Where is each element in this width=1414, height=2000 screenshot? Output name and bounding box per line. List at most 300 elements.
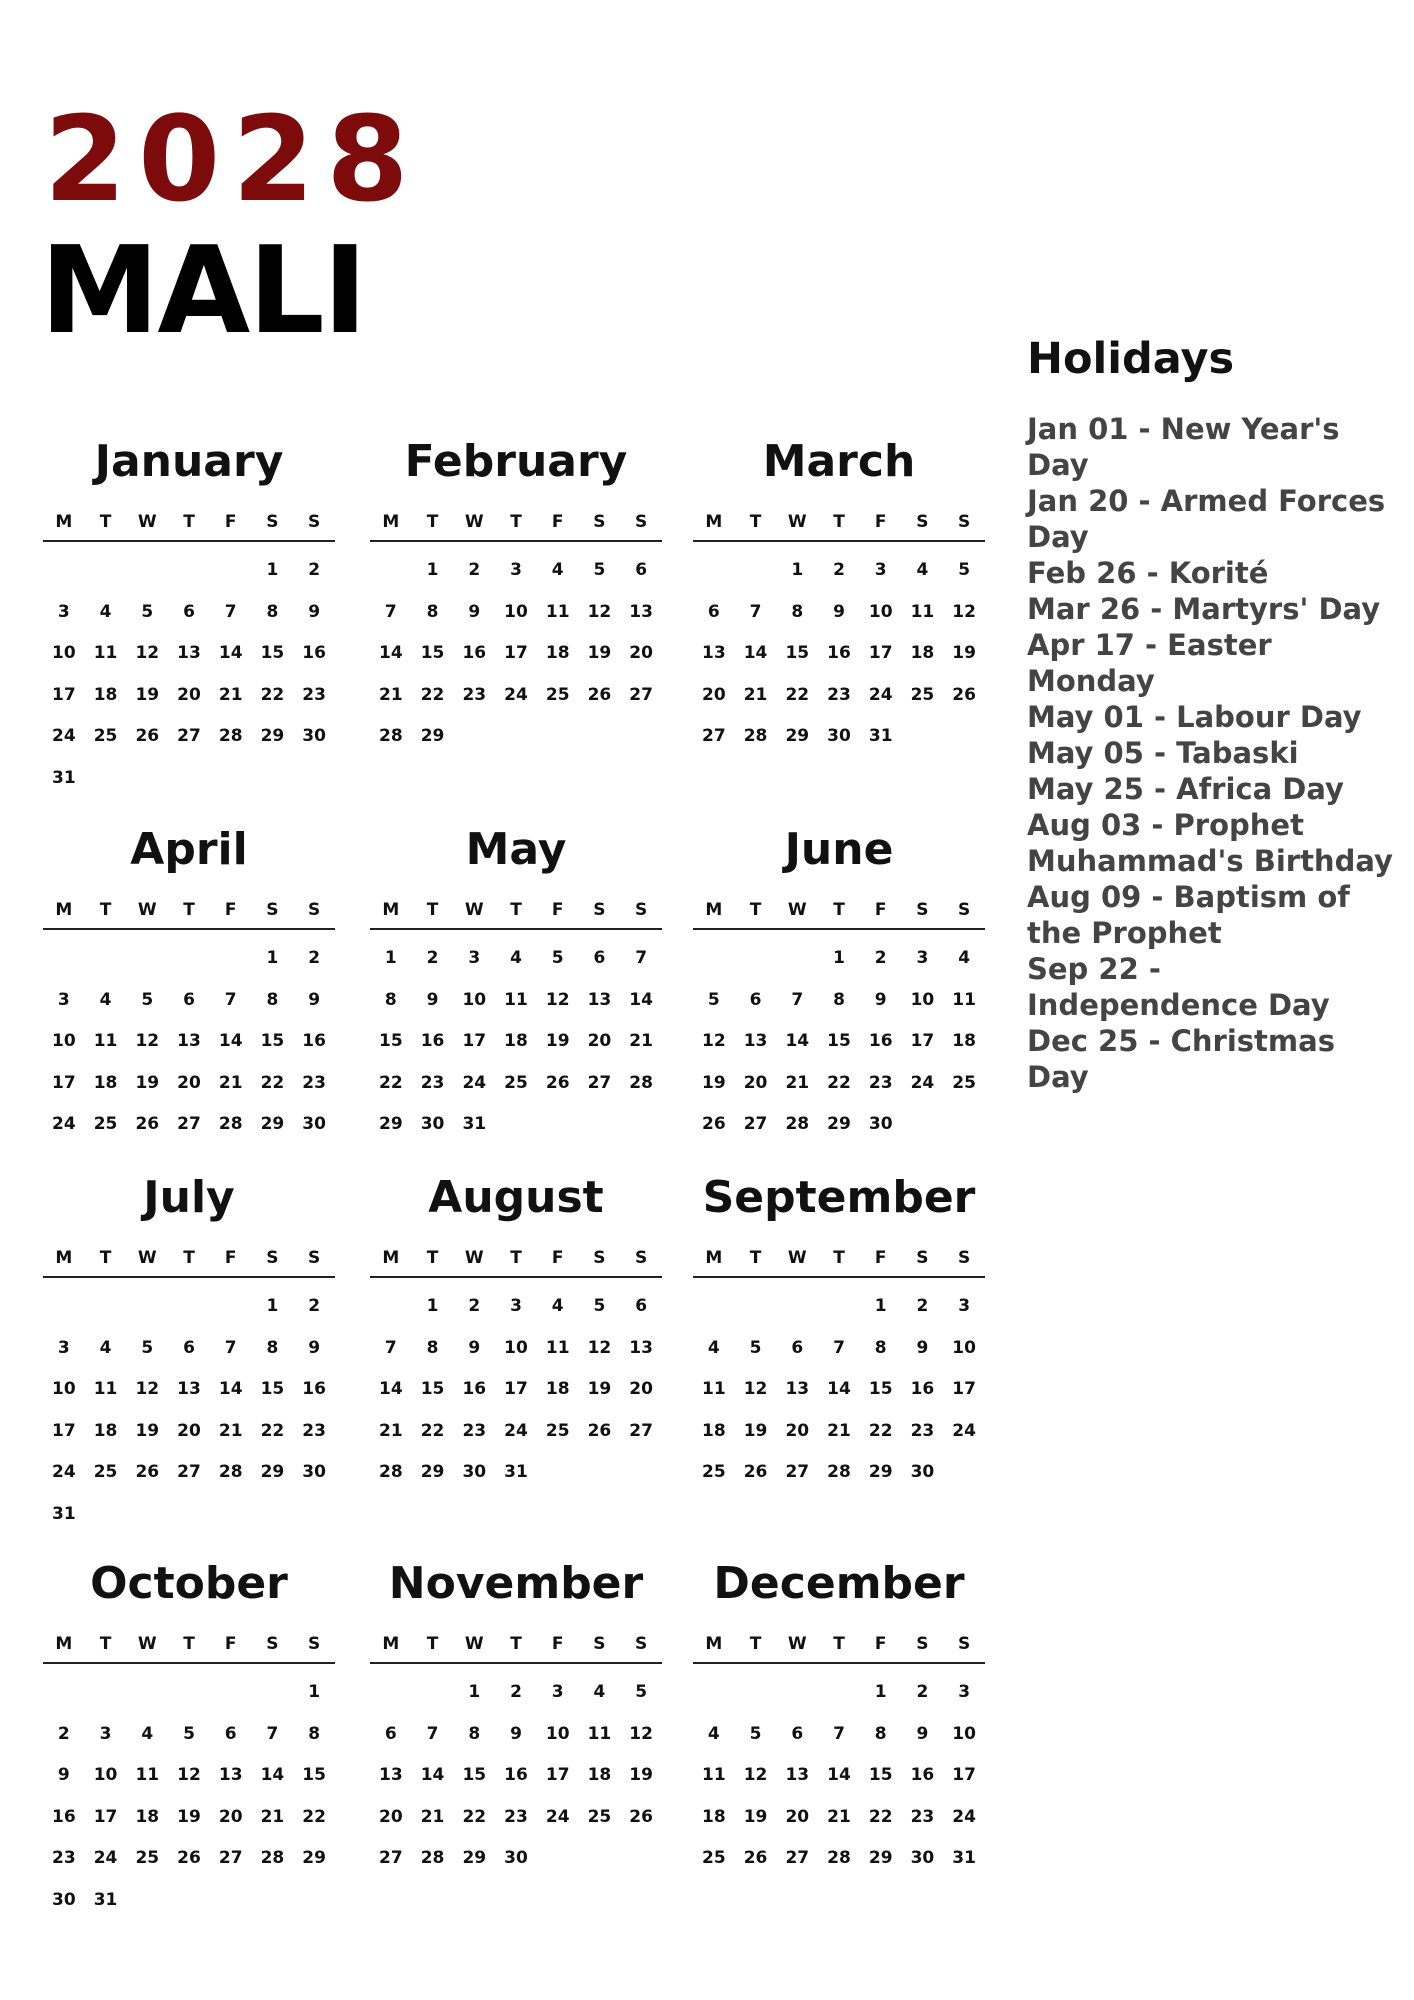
weekday-label: T: [749, 1248, 762, 1268]
day-cell: 9: [308, 989, 321, 1010]
empty-cell: [126, 1672, 168, 1714]
day-cell: 11: [93, 1031, 118, 1051]
month-september: [693, 1166, 985, 1494]
day-cell: 20: [702, 684, 726, 705]
weekday-label: F: [224, 1634, 237, 1654]
day-cell: 24: [504, 1420, 528, 1441]
day-cell: 28: [827, 1462, 851, 1482]
day-cell: 27: [587, 1072, 612, 1093]
day-cell: 27: [785, 1462, 810, 1482]
day-cell: 7: [833, 1337, 845, 1358]
day-cell: 17: [910, 1031, 935, 1051]
day-cell: 27: [629, 684, 653, 705]
day-cell: 19: [587, 643, 612, 663]
day-cell: 20: [785, 1806, 810, 1827]
holiday-item: Feb 26 - Korité: [1027, 556, 1269, 590]
month-august: [370, 1166, 662, 1494]
day-cell: 3: [57, 989, 70, 1010]
day-cell: 1: [426, 560, 439, 580]
day-cell: 12: [702, 1031, 726, 1051]
day-cell: 2: [916, 1296, 929, 1316]
empty-cell: [168, 938, 210, 980]
day-cell: 25: [135, 1848, 160, 1868]
weekday-label: M: [705, 900, 723, 920]
weekday-header: [43, 1248, 335, 1278]
month-october: [43, 1552, 335, 1921]
day-cell: 13: [177, 1379, 201, 1399]
day-cell: 28: [827, 1848, 851, 1868]
day-cell: 25: [504, 1072, 528, 1093]
day-cell: 20: [177, 684, 201, 705]
day-cell: 2: [308, 948, 321, 968]
day-cell: 4: [958, 948, 971, 968]
day-cell: 4: [99, 601, 112, 622]
day-cell: 18: [702, 1806, 726, 1827]
day-cell: 14: [827, 1379, 851, 1399]
weekday-label: W: [787, 1248, 807, 1268]
day-cell: 5: [958, 560, 971, 580]
empty-cell: [818, 1672, 860, 1714]
day-cell: 19: [587, 1379, 612, 1399]
day-cell: 9: [426, 989, 439, 1010]
day-cell: 29: [785, 726, 810, 746]
weekday-label: T: [749, 1634, 762, 1654]
day-cell: 22: [785, 684, 810, 705]
day-cell: 23: [462, 1420, 487, 1441]
empty-cell: [168, 550, 210, 592]
month-february: [370, 430, 662, 758]
weekday-label: T: [510, 1634, 522, 1654]
day-cell: 7: [791, 989, 804, 1010]
empty-cell: [126, 1286, 168, 1328]
weekday-label: T: [749, 512, 762, 532]
day-cell: 6: [635, 1296, 648, 1316]
day-cell: 23: [302, 1072, 326, 1093]
day-cell: 20: [629, 1379, 653, 1399]
day-cell: 19: [135, 1072, 160, 1093]
day-cell: 9: [916, 1723, 929, 1744]
day-cell: 2: [426, 948, 439, 968]
weekday-label: M: [705, 1248, 723, 1268]
day-cell: 11: [910, 601, 935, 622]
day-cell: 17: [868, 643, 893, 663]
day-cell: 29: [260, 726, 285, 746]
day-cell: 18: [545, 643, 570, 663]
day-cell: 2: [510, 1682, 522, 1702]
empty-cell: [210, 1672, 252, 1714]
day-cell: 6: [384, 1723, 397, 1744]
empty-cell: [210, 550, 252, 592]
day-cell: 27: [177, 1114, 201, 1134]
weekday-label: F: [874, 1634, 887, 1654]
day-cell: 21: [827, 1420, 851, 1441]
day-cell: 9: [468, 1337, 481, 1358]
day-cell: 16: [420, 1031, 445, 1051]
day-cell: 27: [785, 1848, 810, 1868]
day-cell: 16: [868, 1031, 893, 1051]
day-grid: [43, 550, 335, 799]
day-cell: 3: [958, 1682, 971, 1702]
holidays-list: [1027, 411, 1397, 1095]
day-cell: 1: [468, 1682, 481, 1702]
day-cell: 26: [702, 1114, 726, 1134]
day-cell: 22: [260, 1420, 285, 1441]
day-cell: 2: [468, 560, 481, 580]
day-cell: 7: [224, 989, 237, 1010]
weekday-label: T: [510, 512, 522, 532]
empty-cell: [735, 550, 777, 592]
day-cell: 8: [833, 989, 845, 1010]
day-cell: 16: [462, 1379, 487, 1399]
weekday-label: T: [749, 900, 762, 920]
day-cell: 31: [504, 1462, 528, 1482]
empty-cell: [370, 1286, 412, 1328]
day-cell: 16: [302, 1031, 326, 1051]
day-cell: 5: [593, 1296, 606, 1316]
day-cell: 9: [468, 601, 481, 622]
day-cell: 6: [791, 1723, 804, 1744]
day-cell: 17: [462, 1031, 487, 1051]
day-cell: 13: [629, 1337, 653, 1358]
day-cell: 18: [910, 643, 935, 663]
weekday-label: F: [224, 900, 237, 920]
day-cell: 6: [707, 601, 720, 622]
holiday-item: Dec 25 - Christmas Day: [1027, 1024, 1335, 1094]
day-cell: 3: [510, 560, 522, 580]
weekday-label: S: [308, 512, 321, 532]
day-cell: 11: [702, 1379, 726, 1399]
day-cell: 6: [224, 1723, 237, 1744]
day-cell: 16: [302, 1379, 326, 1399]
day-cell: 12: [135, 1031, 160, 1051]
day-cell: 19: [177, 1806, 201, 1827]
day-cell: 7: [635, 948, 648, 968]
day-cell: 16: [504, 1765, 528, 1785]
day-cell: 26: [952, 684, 976, 705]
day-cell: 5: [141, 989, 154, 1010]
day-cell: 22: [260, 684, 285, 705]
day-cell: 3: [551, 1682, 564, 1702]
day-cell: 22: [302, 1806, 326, 1827]
empty-cell: [126, 938, 168, 980]
day-cell: 23: [910, 1420, 935, 1441]
day-cell: 20: [177, 1072, 201, 1093]
weekday-label: T: [99, 900, 112, 920]
month-name: May: [465, 824, 567, 875]
day-cell: 18: [93, 1072, 118, 1093]
day-cell: 5: [183, 1723, 195, 1744]
day-cell: 1: [308, 1682, 321, 1702]
day-cell: 27: [177, 1462, 201, 1482]
empty-cell: [85, 1286, 127, 1328]
day-cell: 5: [141, 601, 154, 622]
day-cell: 21: [379, 1420, 403, 1441]
weekday-label: S: [308, 1634, 321, 1654]
day-cell: 8: [874, 1337, 887, 1358]
day-cell: 21: [260, 1806, 285, 1827]
day-cell: 10: [868, 601, 893, 622]
day-cell: 29: [420, 726, 445, 746]
weekday-label: S: [308, 1248, 321, 1268]
day-cell: 21: [827, 1806, 851, 1827]
day-cell: 29: [260, 1462, 285, 1482]
weekday-label: W: [137, 1248, 157, 1268]
day-cell: 17: [504, 643, 528, 663]
holidays-title: Holidays: [1027, 334, 1235, 384]
month-name: August: [428, 1172, 604, 1223]
day-cell: 11: [702, 1765, 726, 1785]
holiday-item: May 25 - Africa Day: [1027, 772, 1344, 806]
month-name: February: [404, 436, 628, 487]
holiday-item: Aug 03 - Prophet Muhammad's Birthday: [1027, 808, 1393, 878]
day-cell: 31: [52, 767, 76, 788]
weekday-label: F: [224, 512, 237, 532]
empty-cell: [370, 550, 412, 592]
day-cell: 1: [874, 1682, 887, 1702]
day-cell: 11: [545, 1337, 570, 1358]
weekday-label: T: [426, 900, 439, 920]
day-cell: 5: [141, 1337, 154, 1358]
day-grid: [693, 1672, 985, 1880]
day-cell: 28: [379, 726, 403, 746]
day-cell: 30: [827, 726, 851, 746]
day-cell: 25: [910, 684, 935, 705]
weekday-label: T: [183, 900, 195, 920]
day-cell: 29: [827, 1114, 851, 1134]
year-title: 2028: [44, 90, 421, 228]
day-cell: 10: [504, 1337, 528, 1358]
month-january: [43, 430, 335, 799]
day-cell: 2: [874, 948, 887, 968]
weekday-label: T: [833, 1248, 845, 1268]
weekday-label: F: [874, 512, 887, 532]
day-cell: 6: [183, 1337, 195, 1358]
day-cell: 4: [593, 1682, 606, 1702]
weekday-label: W: [787, 512, 807, 532]
empty-cell: [370, 1672, 412, 1714]
weekday-label: M: [55, 900, 73, 920]
day-cell: 4: [551, 560, 564, 580]
day-cell: 21: [218, 684, 243, 705]
day-cell: 6: [749, 989, 762, 1010]
day-cell: 18: [135, 1806, 160, 1827]
weekday-label: M: [55, 1634, 73, 1654]
day-cell: 12: [177, 1765, 201, 1785]
weekday-label: S: [593, 1634, 606, 1654]
day-grid: [370, 938, 662, 1146]
day-cell: 19: [743, 1420, 768, 1441]
day-cell: 7: [749, 601, 762, 622]
day-cell: 30: [462, 1462, 487, 1482]
day-cell: 30: [504, 1848, 528, 1868]
weekday-label: S: [635, 1634, 648, 1654]
empty-cell: [85, 938, 127, 980]
day-cell: 30: [302, 1114, 326, 1134]
day-cell: 25: [93, 1462, 118, 1482]
empty-cell: [85, 1672, 127, 1714]
empty-cell: [168, 1286, 210, 1328]
day-cell: 15: [420, 1379, 445, 1399]
day-cell: 17: [952, 1379, 976, 1399]
weekday-label: T: [426, 1248, 439, 1268]
weekday-label: S: [916, 1634, 929, 1654]
day-cell: 24: [93, 1848, 118, 1868]
day-cell: 28: [260, 1848, 285, 1868]
day-cell: 12: [135, 643, 160, 663]
day-cell: 9: [308, 601, 321, 622]
weekday-label: T: [183, 1248, 195, 1268]
day-cell: 13: [785, 1379, 810, 1399]
day-cell: 10: [910, 989, 935, 1010]
day-cell: 30: [302, 726, 326, 746]
day-cell: 15: [868, 1765, 893, 1785]
day-cell: 24: [52, 726, 76, 746]
empty-cell: [693, 938, 735, 980]
day-cell: 11: [135, 1765, 160, 1785]
weekday-label: T: [183, 512, 195, 532]
holiday-item: Aug 09 - Baptism of the Prophet: [1027, 880, 1350, 950]
day-cell: 25: [93, 1114, 118, 1134]
month-april: [43, 818, 335, 1146]
day-cell: 28: [743, 726, 768, 746]
weekday-header: [693, 512, 985, 542]
day-cell: 12: [545, 989, 570, 1010]
weekday-label: M: [55, 512, 73, 532]
day-cell: 28: [379, 1462, 403, 1482]
day-cell: 12: [743, 1379, 768, 1399]
weekday-label: W: [137, 900, 157, 920]
weekday-label: T: [426, 1634, 439, 1654]
weekday-label: W: [137, 1634, 157, 1654]
day-cell: 19: [629, 1765, 653, 1785]
day-cell: 10: [952, 1723, 976, 1744]
day-cell: 3: [874, 560, 887, 580]
day-grid: [370, 1286, 662, 1494]
day-cell: 2: [833, 560, 845, 580]
day-cell: 24: [462, 1072, 487, 1093]
day-cell: 11: [545, 601, 570, 622]
day-cell: 8: [791, 601, 804, 622]
empty-cell: [168, 1672, 210, 1714]
day-cell: 14: [218, 1031, 243, 1051]
holiday-item: Apr 17 - Easter Monday: [1027, 628, 1272, 698]
day-cell: 10: [93, 1765, 118, 1785]
day-cell: 30: [868, 1114, 893, 1134]
day-cell: 29: [420, 1462, 445, 1482]
day-cell: 13: [629, 601, 653, 622]
empty-cell: [43, 1672, 85, 1714]
day-cell: 1: [266, 1296, 279, 1316]
day-cell: 22: [379, 1072, 403, 1093]
day-cell: 11: [504, 989, 528, 1010]
day-cell: 24: [52, 1114, 76, 1134]
day-cell: 17: [952, 1765, 976, 1785]
day-cell: 26: [545, 1072, 570, 1093]
day-cell: 5: [749, 1723, 762, 1744]
holidays-panel: [1027, 334, 1397, 1095]
empty-cell: [43, 938, 85, 980]
day-cell: 18: [504, 1031, 528, 1051]
weekday-label: S: [266, 512, 279, 532]
day-cell: 7: [384, 1337, 397, 1358]
holiday-item: Jan 01 - New Year's Day: [1027, 412, 1340, 482]
day-cell: 25: [545, 1420, 570, 1441]
day-cell: 22: [462, 1806, 487, 1827]
holiday-item: May 01 - Labour Day: [1027, 700, 1362, 734]
weekday-label: T: [833, 512, 845, 532]
holiday-item: Jan 20 - Armed Forces Day: [1027, 484, 1386, 554]
day-cell: 4: [551, 1296, 564, 1316]
day-cell: 17: [504, 1379, 528, 1399]
day-cell: 15: [302, 1765, 326, 1785]
day-cell: 17: [545, 1765, 570, 1785]
day-cell: 29: [462, 1848, 487, 1868]
day-cell: 12: [743, 1765, 768, 1785]
day-cell: 18: [545, 1379, 570, 1399]
day-cell: 20: [218, 1806, 243, 1827]
day-cell: 24: [504, 684, 528, 705]
day-cell: 3: [468, 948, 481, 968]
day-cell: 31: [93, 1889, 118, 1910]
day-cell: 21: [218, 1072, 243, 1093]
day-cell: 9: [57, 1765, 70, 1785]
day-cell: 19: [743, 1806, 768, 1827]
day-cell: 6: [791, 1337, 804, 1358]
day-cell: 20: [743, 1072, 768, 1093]
day-cell: 12: [135, 1379, 160, 1399]
day-cell: 30: [302, 1462, 326, 1482]
weekday-label: S: [593, 900, 606, 920]
weekday-label: M: [382, 900, 400, 920]
day-cell: 26: [135, 1462, 160, 1482]
day-cell: 23: [910, 1806, 935, 1827]
day-cell: 13: [743, 1031, 768, 1051]
day-cell: 25: [93, 726, 118, 746]
weekday-label: S: [593, 512, 606, 532]
day-cell: 20: [587, 1031, 612, 1051]
day-cell: 14: [260, 1765, 285, 1785]
day-cell: 8: [468, 1723, 481, 1744]
country-title: MALI: [40, 222, 366, 361]
day-cell: 13: [702, 643, 726, 663]
day-cell: 2: [308, 1296, 321, 1316]
day-grid: [693, 1286, 985, 1494]
day-cell: 4: [99, 989, 112, 1010]
empty-cell: [126, 550, 168, 592]
day-cell: 15: [868, 1379, 893, 1399]
day-cell: 3: [99, 1723, 112, 1744]
weekday-label: F: [551, 900, 564, 920]
day-cell: 30: [52, 1889, 76, 1910]
weekday-label: W: [464, 900, 484, 920]
weekday-header: [370, 900, 662, 930]
holiday-item: Sep 22 - Independence Day: [1027, 952, 1330, 1022]
month-name: September: [702, 1172, 976, 1223]
day-cell: 4: [707, 1723, 720, 1744]
weekday-label: T: [426, 512, 439, 532]
weekday-label: W: [464, 512, 484, 532]
day-cell: 19: [545, 1031, 570, 1051]
day-cell: 28: [629, 1072, 653, 1093]
weekday-label: M: [382, 1634, 400, 1654]
day-cell: 1: [266, 560, 279, 580]
day-cell: 17: [52, 1420, 76, 1441]
empty-cell: [693, 1672, 735, 1714]
day-cell: 23: [302, 1420, 326, 1441]
month-name: November: [388, 1558, 644, 1609]
day-cell: 11: [93, 1379, 118, 1399]
day-cell: 23: [52, 1848, 76, 1868]
